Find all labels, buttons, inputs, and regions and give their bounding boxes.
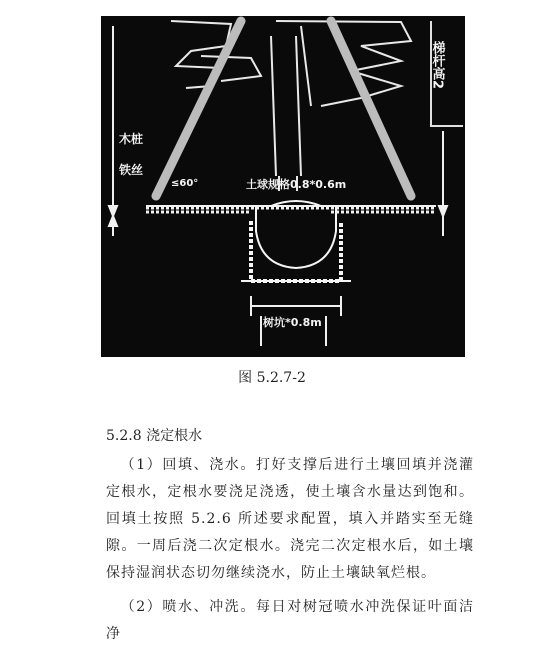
diagram-svg [101,16,465,357]
ground [146,206,436,212]
iron-wire-label: 铁丝 [119,163,144,177]
side-text: 梯杆高2 [429,41,445,90]
tree-pit [241,221,351,281]
paragraph-watering-text: （1）回填、浇水。打好支撑后进行土壤回填并浇灌定根水，定根水要浇足浇透，使土壤含水量达到饱和。回填土按照 5.2.6 所述要求配置，填入并踏实至无缝隙。一周后浇二次定根水。浇完二次定根水后，如土壤保持湿润状态切勿继续浇水，防止土壤缺氧烂根。 [106,457,474,581]
figure-caption: 图 5.2.7-2 [238,370,306,386]
wood-stake-label: 木桩 [119,132,144,146]
right-dimension [439,131,447,236]
angle-label: ≤60° [171,178,199,189]
tree-canopy [171,21,411,191]
soil-ball-label: 土球规格0.8*0.6m [246,178,347,191]
paragraph-watering [106,452,474,587]
tree-pit-label: 树坑*0.8m [263,316,322,329]
planting-diagram [101,16,465,357]
section-heading: 5.2.8 浇定根水 [106,428,203,444]
paragraph-spraying-text: （2）喷水、冲洗。每日对树冠喷水冲洗保证叶面洁净 [106,599,474,642]
support-poles [156,21,411,196]
left-dimension [109,26,117,236]
paragraph-spraying [106,594,474,648]
soil-ball [256,201,336,268]
